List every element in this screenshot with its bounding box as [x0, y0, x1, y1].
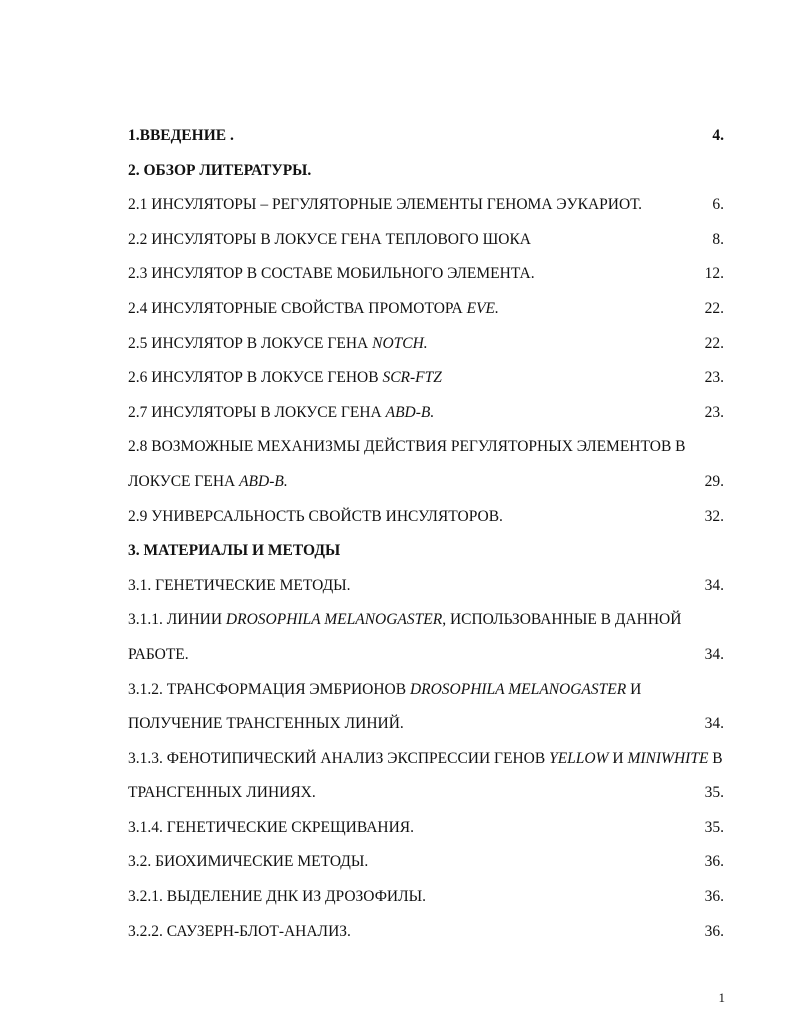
toc-entry-title	[128, 922, 351, 942]
toc-entry-title	[128, 541, 340, 561]
toc-entry-title	[128, 230, 531, 250]
toc-entry-italic-text: EVE.	[466, 299, 499, 317]
toc-entry-text: 1.ВВЕДЕНИЕ .	[128, 127, 234, 144]
toc-entry-title	[128, 887, 426, 907]
toc-entry-page: 35.	[704, 784, 724, 802]
toc-entry-page: 22.	[704, 334, 724, 352]
toc-entry-page: 32.	[704, 507, 724, 525]
toc-entry-text: 3.1.4. ГЕНЕТИЧЕСКИЕ СКРЕЩИВАНИЯ.	[128, 818, 415, 836]
toc-entry-italic-text: SCR-FTZ	[382, 369, 442, 387]
toc-entry-italic-text: ABD-B.	[385, 403, 435, 421]
toc-entry-title	[128, 645, 189, 665]
toc-entry-text: 2.5 ИНСУЛЯТОР В ЛОКУСЕ ГЕНА	[128, 334, 373, 352]
toc-entry-text: 3.2.2. САУЗЕРН-БЛОТ-АНАЛИЗ.	[128, 922, 351, 940]
toc-entry-title	[128, 403, 434, 423]
toc-entry-page: 6.	[712, 196, 724, 214]
toc-entry-italic-text: DROSOPHILA MELANOGASTER	[225, 611, 443, 629]
toc-entry-title	[128, 264, 535, 284]
toc-entry	[128, 818, 724, 853]
toc-entry-text: 3.1.3. ФЕНОТИПИЧЕСКИЙ АНАЛИЗ ЭКСПРЕССИИ ГЕНОВ	[128, 749, 550, 767]
toc-entry-text: 2.8 ВОЗМОЖНЫЕ МЕХАНИЗМЫ ДЕЙСТВИЯ РЕГУЛЯТОРНЫХ ЭЛЕМЕНТОВ В	[128, 438, 686, 456]
toc-entry-text: 2.7 ИНСУЛЯТОРЫ В ЛОКУСЕ ГЕНА	[128, 403, 386, 421]
toc-entry-text: 3. МАТЕРИАЛЫ И МЕТОДЫ	[128, 542, 341, 560]
toc-entry	[128, 783, 724, 818]
toc-entry	[128, 195, 724, 230]
toc-entry	[128, 541, 724, 576]
toc-entry-italic-text: ABD-B.	[239, 472, 288, 490]
toc-entry-title	[128, 610, 681, 630]
toc-entry-text: 3.1.1. ЛИНИИ	[128, 611, 226, 629]
toc-entry-italic-text: DROSOPHILA MELANOGASTER	[409, 680, 627, 698]
toc-entry-page: 36.	[704, 853, 724, 871]
toc-entry	[128, 472, 724, 507]
toc-entry	[128, 922, 724, 957]
toc-entry-page: 35.	[704, 818, 724, 836]
toc-entry-italic-text: NOTCH.	[372, 334, 428, 352]
toc-entry	[128, 576, 724, 611]
page-number: 1	[718, 990, 725, 1005]
toc-entry-page: 23.	[704, 403, 724, 421]
toc-entry-text: 2. ОБЗОР ЛИТЕРАТУРЫ.	[128, 161, 312, 179]
toc-entry-title	[128, 334, 428, 354]
toc-entry-title	[128, 195, 642, 215]
toc-entry-text: В	[708, 749, 723, 767]
toc-entry-text: ТРАНСГЕННЫХ ЛИНИЯХ.	[128, 784, 316, 802]
toc-entry-text: И	[608, 749, 628, 767]
toc-entry-title	[128, 783, 316, 803]
toc-entry-text: ПОЛУЧЕНИЕ ТРАНСГЕННЫХ ЛИНИЙ.	[128, 715, 404, 733]
toc-entry-page: 29.	[704, 472, 724, 490]
toc-entry-title	[128, 368, 442, 388]
toc-entry-page: 4.	[712, 127, 724, 144]
toc-entry-italic-text: YELLOW	[549, 749, 609, 767]
table-of-contents	[128, 126, 724, 956]
toc-entry	[128, 126, 724, 161]
toc-entry-text: 2.9 УНИВЕРСАЛЬНОСТЬ СВОЙСТВ ИНСУЛЯТОРОВ.	[128, 507, 503, 525]
toc-entry-page: 23.	[704, 369, 724, 387]
toc-entry	[128, 334, 724, 369]
toc-entry-text: И	[626, 680, 642, 698]
toc-entry-title	[128, 472, 288, 492]
toc-entry-text: ЛОКУСЕ ГЕНА	[128, 472, 240, 490]
toc-entry-text: 3.2. БИОХИМИЧЕСКИЕ МЕТОДЫ.	[128, 853, 369, 871]
toc-entry	[128, 368, 724, 403]
toc-entry	[128, 749, 724, 784]
toc-entry-page: 34.	[704, 645, 724, 663]
toc-entry	[128, 852, 724, 887]
toc-entry	[128, 230, 724, 265]
toc-entry	[128, 610, 724, 645]
toc-entry-text: 2.6 ИНСУЛЯТОР В ЛОКУСЕ ГЕНОВ	[128, 369, 383, 387]
toc-entry-text: 3.1.2. ТРАНСФОРМАЦИЯ ЭМБРИОНОВ	[128, 680, 410, 698]
toc-entry	[128, 161, 724, 196]
toc-entry-text: , ИСПОЛЬЗОВАННЫЕ В ДАННОЙ	[442, 611, 682, 629]
toc-entry-title	[128, 437, 686, 457]
toc-entry-page: 12.	[704, 265, 724, 283]
toc-entry-title	[128, 714, 404, 734]
toc-entry-italic-text: MINIWHITE	[627, 749, 709, 767]
toc-entry	[128, 645, 724, 680]
toc-entry-text: 2.2 ИНСУЛЯТОРЫ В ЛОКУСЕ ГЕНА ТЕПЛОВОГО ШОКА	[128, 230, 531, 248]
toc-entry-page: 34.	[704, 576, 724, 594]
toc-entry	[128, 714, 724, 749]
toc-entry-text: 2.1 ИНСУЛЯТОРЫ – РЕГУЛЯТОРНЫЕ ЭЛЕМЕНТЫ ГЕНОМА ЭУКАРИОТ.	[128, 196, 642, 214]
toc-entry	[128, 264, 724, 299]
toc-entry-title	[128, 749, 723, 769]
toc-entry-text: 3.1. ГЕНЕТИЧЕСКИЕ МЕТОДЫ.	[128, 576, 351, 594]
toc-entry-page: 22.	[704, 299, 724, 317]
toc-entry	[128, 403, 724, 438]
toc-entry-title	[128, 299, 499, 319]
toc-entry-title	[128, 161, 311, 181]
toc-entry	[128, 887, 724, 922]
toc-entry-title	[128, 576, 351, 596]
toc-entry-text: 3.2.1. ВЫДЕЛЕНИЕ ДНК ИЗ ДРОЗОФИЛЫ.	[128, 888, 427, 906]
toc-entry-text: 2.4 ИНСУЛЯТОРНЫЕ СВОЙСТВА ПРОМОТОРА	[128, 299, 467, 317]
toc-entry-page: 8.	[712, 230, 724, 248]
toc-entry-title	[128, 818, 414, 838]
toc-entry-title	[128, 126, 234, 146]
toc-entry	[128, 507, 724, 542]
toc-entry-text: 2.3 ИНСУЛЯТОР В СОСТАВЕ МОБИЛЬНОГО ЭЛЕМЕНТА.	[128, 265, 535, 283]
toc-entry-page: 36.	[704, 888, 724, 906]
toc-entry-page: 34.	[704, 715, 724, 733]
toc-entry-title	[128, 852, 368, 872]
toc-entry-page: 36.	[704, 922, 724, 940]
toc-entry	[128, 680, 724, 715]
toc-entry-text: РАБОТЕ.	[128, 645, 189, 663]
toc-entry-title	[128, 507, 503, 527]
toc-entry	[128, 437, 724, 472]
toc-entry-title	[128, 680, 641, 700]
toc-entry	[128, 299, 724, 334]
